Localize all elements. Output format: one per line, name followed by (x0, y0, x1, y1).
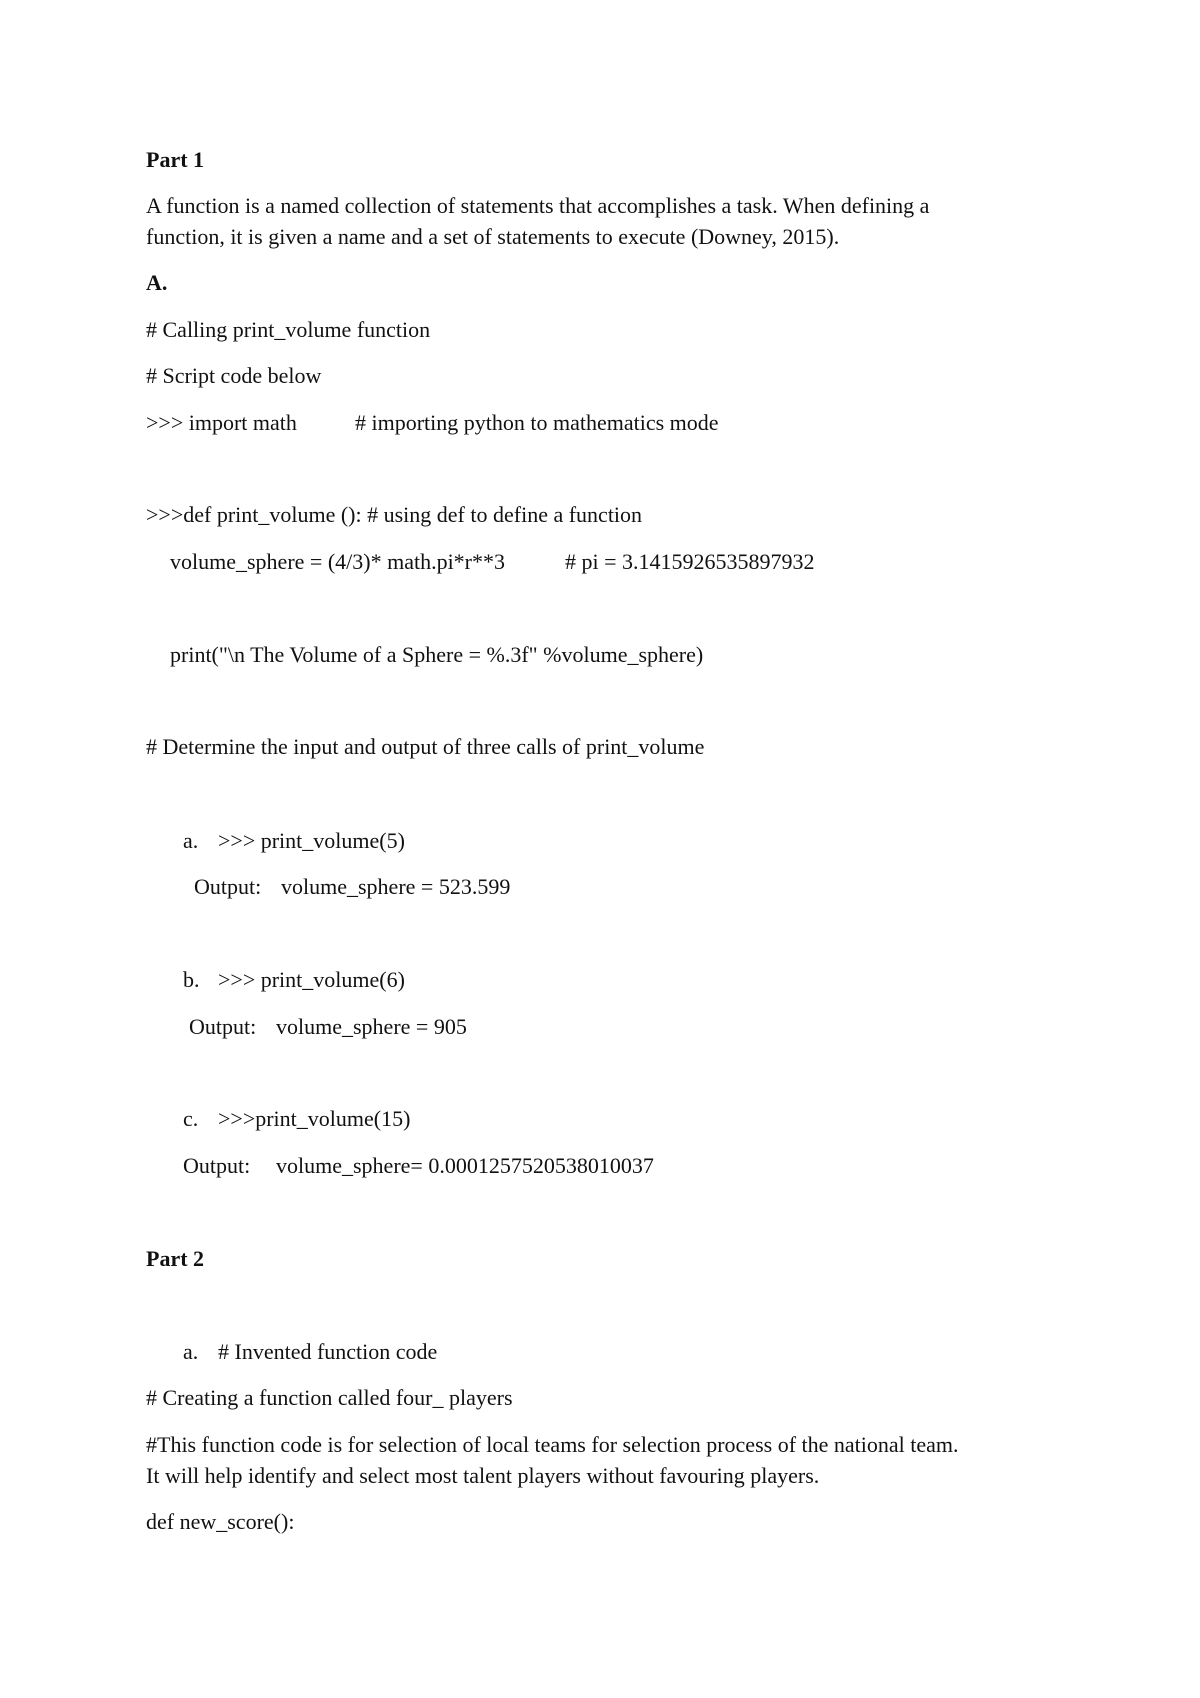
output-value: volume_sphere = 523.599 (281, 874, 511, 899)
intro-line-1: A function is a named collection of statements that accomplishes a task. When defining a (146, 193, 930, 218)
output-label: Output: (189, 1014, 257, 1039)
part1-heading: Part 1 (146, 147, 205, 172)
comment-creating: # Creating a function called four_ players (146, 1385, 513, 1410)
description-line-1: #This function code is for selection of local teams for selection process of the national team. (146, 1432, 959, 1457)
def-line: >>>def print_volume (): # using def to define a function (146, 502, 643, 527)
part2-item-marker: a. (183, 1339, 199, 1364)
call-code: >>>print_volume(15) (218, 1106, 411, 1131)
section-a-heading: A. (146, 270, 168, 295)
call-code: >>> print_volume(5) (218, 828, 405, 853)
new-score-def: def new_score(): (146, 1509, 295, 1534)
call-marker: a. (183, 828, 199, 853)
import-code: >>> import math (146, 410, 297, 435)
output-value: volume_sphere = 905 (276, 1014, 467, 1039)
part2-item-text: # Invented function code (218, 1339, 438, 1364)
intro-line-2: function, it is given a name and a set of statements to execute (Downey, 2015). (146, 224, 840, 249)
output-label: Output: (194, 874, 262, 899)
print-line: print("\n The Volume of a Sphere = %.3f" %volume_sphere) (170, 642, 704, 667)
comment-calling: # Calling print_volume function (146, 317, 431, 342)
pi-comment: # pi = 3.1415926535897932 (565, 549, 815, 574)
import-comment: # importing python to mathematics mode (355, 410, 719, 435)
call-marker: b. (183, 967, 200, 992)
comment-script: # Script code below (146, 363, 322, 388)
description-line-2: It will help identify and select most talent players without favouring players. (146, 1463, 820, 1488)
call-code: >>> print_volume(6) (218, 967, 405, 992)
determine-comment: # Determine the input and output of three calls of print_volume (146, 734, 705, 759)
call-marker: c. (183, 1106, 199, 1131)
volume-line: volume_sphere = (4/3)* math.pi*r**3 (170, 549, 506, 574)
output-value: volume_sphere= 0.0001257520538010037 (276, 1153, 654, 1178)
part2-heading: Part 2 (146, 1246, 205, 1271)
output-label: Output: (183, 1153, 251, 1178)
